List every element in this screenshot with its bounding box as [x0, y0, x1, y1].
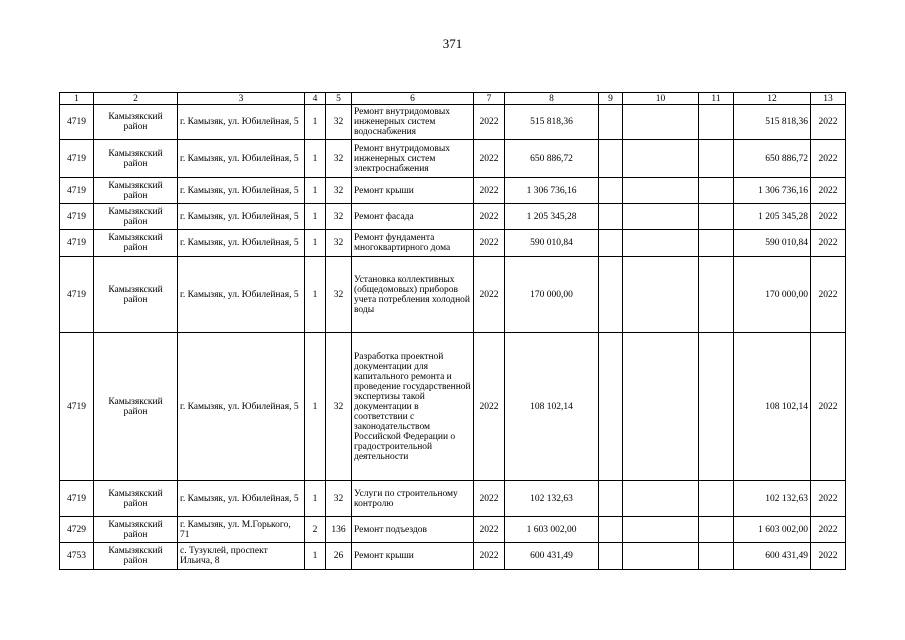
cell-year: 2022 [474, 204, 505, 230]
cell-cost: 515 818,36 [505, 105, 599, 140]
header-col-7: 7 [474, 93, 505, 105]
cell-year-end: 2022 [811, 230, 846, 257]
cell-year: 2022 [474, 178, 505, 204]
cell-year-end: 2022 [811, 178, 846, 204]
cell-col5: 32 [326, 481, 352, 517]
cell-work-type: Установка коллективных (общедомовых) приборов учета потребления холодной воды [352, 257, 474, 333]
cell-col4: 1 [305, 257, 326, 333]
cell-year: 2022 [474, 140, 505, 178]
cell-work-type: Разработка проектной документации для капитального ремонта и проведение государственной экспертизы такой документации в соответствии с законодательством Российской Федерации о градостроительной деятельности [352, 333, 474, 481]
cell-col10 [623, 230, 699, 257]
cell-year-end: 2022 [811, 481, 846, 517]
cell-year-end: 2022 [811, 140, 846, 178]
cell-code: 4753 [60, 543, 94, 570]
cell-col4: 2 [305, 517, 326, 543]
cell-year-end: 2022 [811, 517, 846, 543]
cell-col5: 32 [326, 178, 352, 204]
cell-address: г. Камызяк, ул. Юбилейная, 5 [178, 230, 305, 257]
cell-year-end: 2022 [811, 333, 846, 481]
cell-work-type: Ремонт крыши [352, 543, 474, 570]
cell-col5: 32 [326, 230, 352, 257]
cell-total: 650 886,72 [734, 140, 811, 178]
cell-cost: 1 306 736,16 [505, 178, 599, 204]
cell-address: г. Камызяк, ул. Юбилейная, 5 [178, 105, 305, 140]
header-col-13: 13 [811, 93, 846, 105]
cell-col5: 32 [326, 333, 352, 481]
cell-cost: 170 000,00 [505, 257, 599, 333]
cell-col9 [599, 178, 623, 204]
table-row [60, 481, 846, 517]
cell-col4: 1 [305, 333, 326, 481]
header-col-12: 12 [734, 93, 811, 105]
cell-col11 [699, 204, 734, 230]
cell-col5: 136 [326, 517, 352, 543]
cell-col4: 1 [305, 481, 326, 517]
cell-year: 2022 [474, 257, 505, 333]
cell-total: 108 102,14 [734, 333, 811, 481]
cell-district: Камызякский район [94, 178, 178, 204]
table-row [60, 257, 846, 333]
cell-col10 [623, 481, 699, 517]
cell-col11 [699, 481, 734, 517]
cell-col5: 32 [326, 204, 352, 230]
cell-total: 1 603 002,00 [734, 517, 811, 543]
cell-code: 4729 [60, 517, 94, 543]
cell-district: Камызякский район [94, 481, 178, 517]
cell-address: г. Камызяк, ул. Юбилейная, 5 [178, 204, 305, 230]
header-col-2: 2 [94, 93, 178, 105]
cell-work-type: Ремонт фундамента многоквартирного дома [352, 230, 474, 257]
cell-code: 4719 [60, 333, 94, 481]
cell-col9 [599, 105, 623, 140]
cell-district: Камызякский район [94, 204, 178, 230]
cell-address: г. Камызяк, ул. Юбилейная, 5 [178, 481, 305, 517]
cell-col5: 26 [326, 543, 352, 570]
page-number: 371 [442, 36, 463, 51]
cell-year: 2022 [474, 105, 505, 140]
cell-year: 2022 [474, 230, 505, 257]
cell-year: 2022 [474, 543, 505, 570]
cell-work-type: Ремонт внутридомовых инженерных систем электроснабжения [352, 140, 474, 178]
table-row [60, 543, 846, 570]
cell-work-type: Ремонт фасада [352, 204, 474, 230]
cell-col9 [599, 204, 623, 230]
header-col-8: 8 [505, 93, 599, 105]
header-col-10: 10 [623, 93, 699, 105]
cell-col4: 1 [305, 230, 326, 257]
cell-col5: 32 [326, 257, 352, 333]
cell-total: 600 431,49 [734, 543, 811, 570]
cell-cost: 102 132,63 [505, 481, 599, 517]
cell-cost: 1 205 345,28 [505, 204, 599, 230]
cell-total: 515 818,36 [734, 105, 811, 140]
cell-col10 [623, 333, 699, 481]
cell-year-end: 2022 [811, 257, 846, 333]
cell-col11 [699, 517, 734, 543]
cell-col9 [599, 517, 623, 543]
cell-col11 [699, 178, 734, 204]
cell-district: Камызякский район [94, 105, 178, 140]
cell-address: г. Камызяк, ул. М.Горького, 71 [178, 517, 305, 543]
cell-address: г. Камызяк, ул. Юбилейная, 5 [178, 257, 305, 333]
cell-work-type: Услуги по строительному контролю [352, 481, 474, 517]
cell-cost: 1 603 002,00 [505, 517, 599, 543]
cell-col5: 32 [326, 105, 352, 140]
cell-total: 1 205 345,28 [734, 204, 811, 230]
header-col-11: 11 [699, 93, 734, 105]
cell-col9 [599, 481, 623, 517]
cell-total: 590 010,84 [734, 230, 811, 257]
cell-col10 [623, 257, 699, 333]
cell-col10 [623, 204, 699, 230]
header-col-9: 9 [599, 93, 623, 105]
cell-district: Камызякский район [94, 140, 178, 178]
cell-year-end: 2022 [811, 543, 846, 570]
cell-col10 [623, 517, 699, 543]
cell-col11 [699, 333, 734, 481]
cell-col11 [699, 105, 734, 140]
cell-col9 [599, 230, 623, 257]
cell-code: 4719 [60, 178, 94, 204]
cell-code: 4719 [60, 105, 94, 140]
cell-code: 4719 [60, 481, 94, 517]
capital-repair-table [59, 92, 846, 570]
cell-col11 [699, 140, 734, 178]
cell-total: 102 132,63 [734, 481, 811, 517]
cell-col11 [699, 257, 734, 333]
cell-col10 [623, 178, 699, 204]
table-row [60, 178, 846, 204]
table-row [60, 204, 846, 230]
header-col-6: 6 [352, 93, 474, 105]
cell-total: 170 000,00 [734, 257, 811, 333]
cell-code: 4719 [60, 140, 94, 178]
cell-col11 [699, 543, 734, 570]
cell-work-type: Ремонт крыши [352, 178, 474, 204]
cell-year: 2022 [474, 481, 505, 517]
cell-col5: 32 [326, 140, 352, 178]
cell-col10 [623, 105, 699, 140]
cell-col4: 1 [305, 105, 326, 140]
cell-code: 4719 [60, 230, 94, 257]
header-row [60, 93, 846, 105]
cell-col10 [623, 543, 699, 570]
header-col-3: 3 [178, 93, 305, 105]
header-col-5: 5 [326, 93, 352, 105]
header-col-1: 1 [60, 93, 94, 105]
cell-year: 2022 [474, 517, 505, 543]
cell-address: г. Камызяк, ул. Юбилейная, 5 [178, 140, 305, 178]
cell-address: г. Камызяк, ул. Юбилейная, 5 [178, 178, 305, 204]
cell-work-type: Ремонт подъездов [352, 517, 474, 543]
table-row [60, 517, 846, 543]
cell-code: 4719 [60, 257, 94, 333]
cell-cost: 600 431,49 [505, 543, 599, 570]
table-row [60, 230, 846, 257]
cell-col4: 1 [305, 140, 326, 178]
cell-cost: 108 102,14 [505, 333, 599, 481]
table-row [60, 105, 846, 140]
cell-col11 [699, 230, 734, 257]
cell-district: Камызякский район [94, 517, 178, 543]
cell-year-end: 2022 [811, 204, 846, 230]
cell-col10 [623, 140, 699, 178]
cell-col4: 1 [305, 178, 326, 204]
cell-col9 [599, 333, 623, 481]
cell-code: 4719 [60, 204, 94, 230]
cell-year: 2022 [474, 333, 505, 481]
cell-district: Камызякский район [94, 230, 178, 257]
cell-col4: 1 [305, 543, 326, 570]
cell-district: Камызякский район [94, 333, 178, 481]
header-col-4: 4 [305, 93, 326, 105]
cell-cost: 590 010,84 [505, 230, 599, 257]
cell-col4: 1 [305, 204, 326, 230]
cell-col9 [599, 140, 623, 178]
cell-col9 [599, 543, 623, 570]
cell-district: Камызякский район [94, 543, 178, 570]
cell-col9 [599, 257, 623, 333]
cell-cost: 650 886,72 [505, 140, 599, 178]
cell-address: с. Тузуклей, проспект Ильича, 8 [178, 543, 305, 570]
cell-year-end: 2022 [811, 105, 846, 140]
table-row [60, 140, 846, 178]
cell-total: 1 306 736,16 [734, 178, 811, 204]
table-row [60, 333, 846, 481]
cell-address: г. Камызяк, ул. Юбилейная, 5 [178, 333, 305, 481]
cell-district: Камызякский район [94, 257, 178, 333]
cell-work-type: Ремонт внутридомовых инженерных систем водоснабжения [352, 105, 474, 140]
